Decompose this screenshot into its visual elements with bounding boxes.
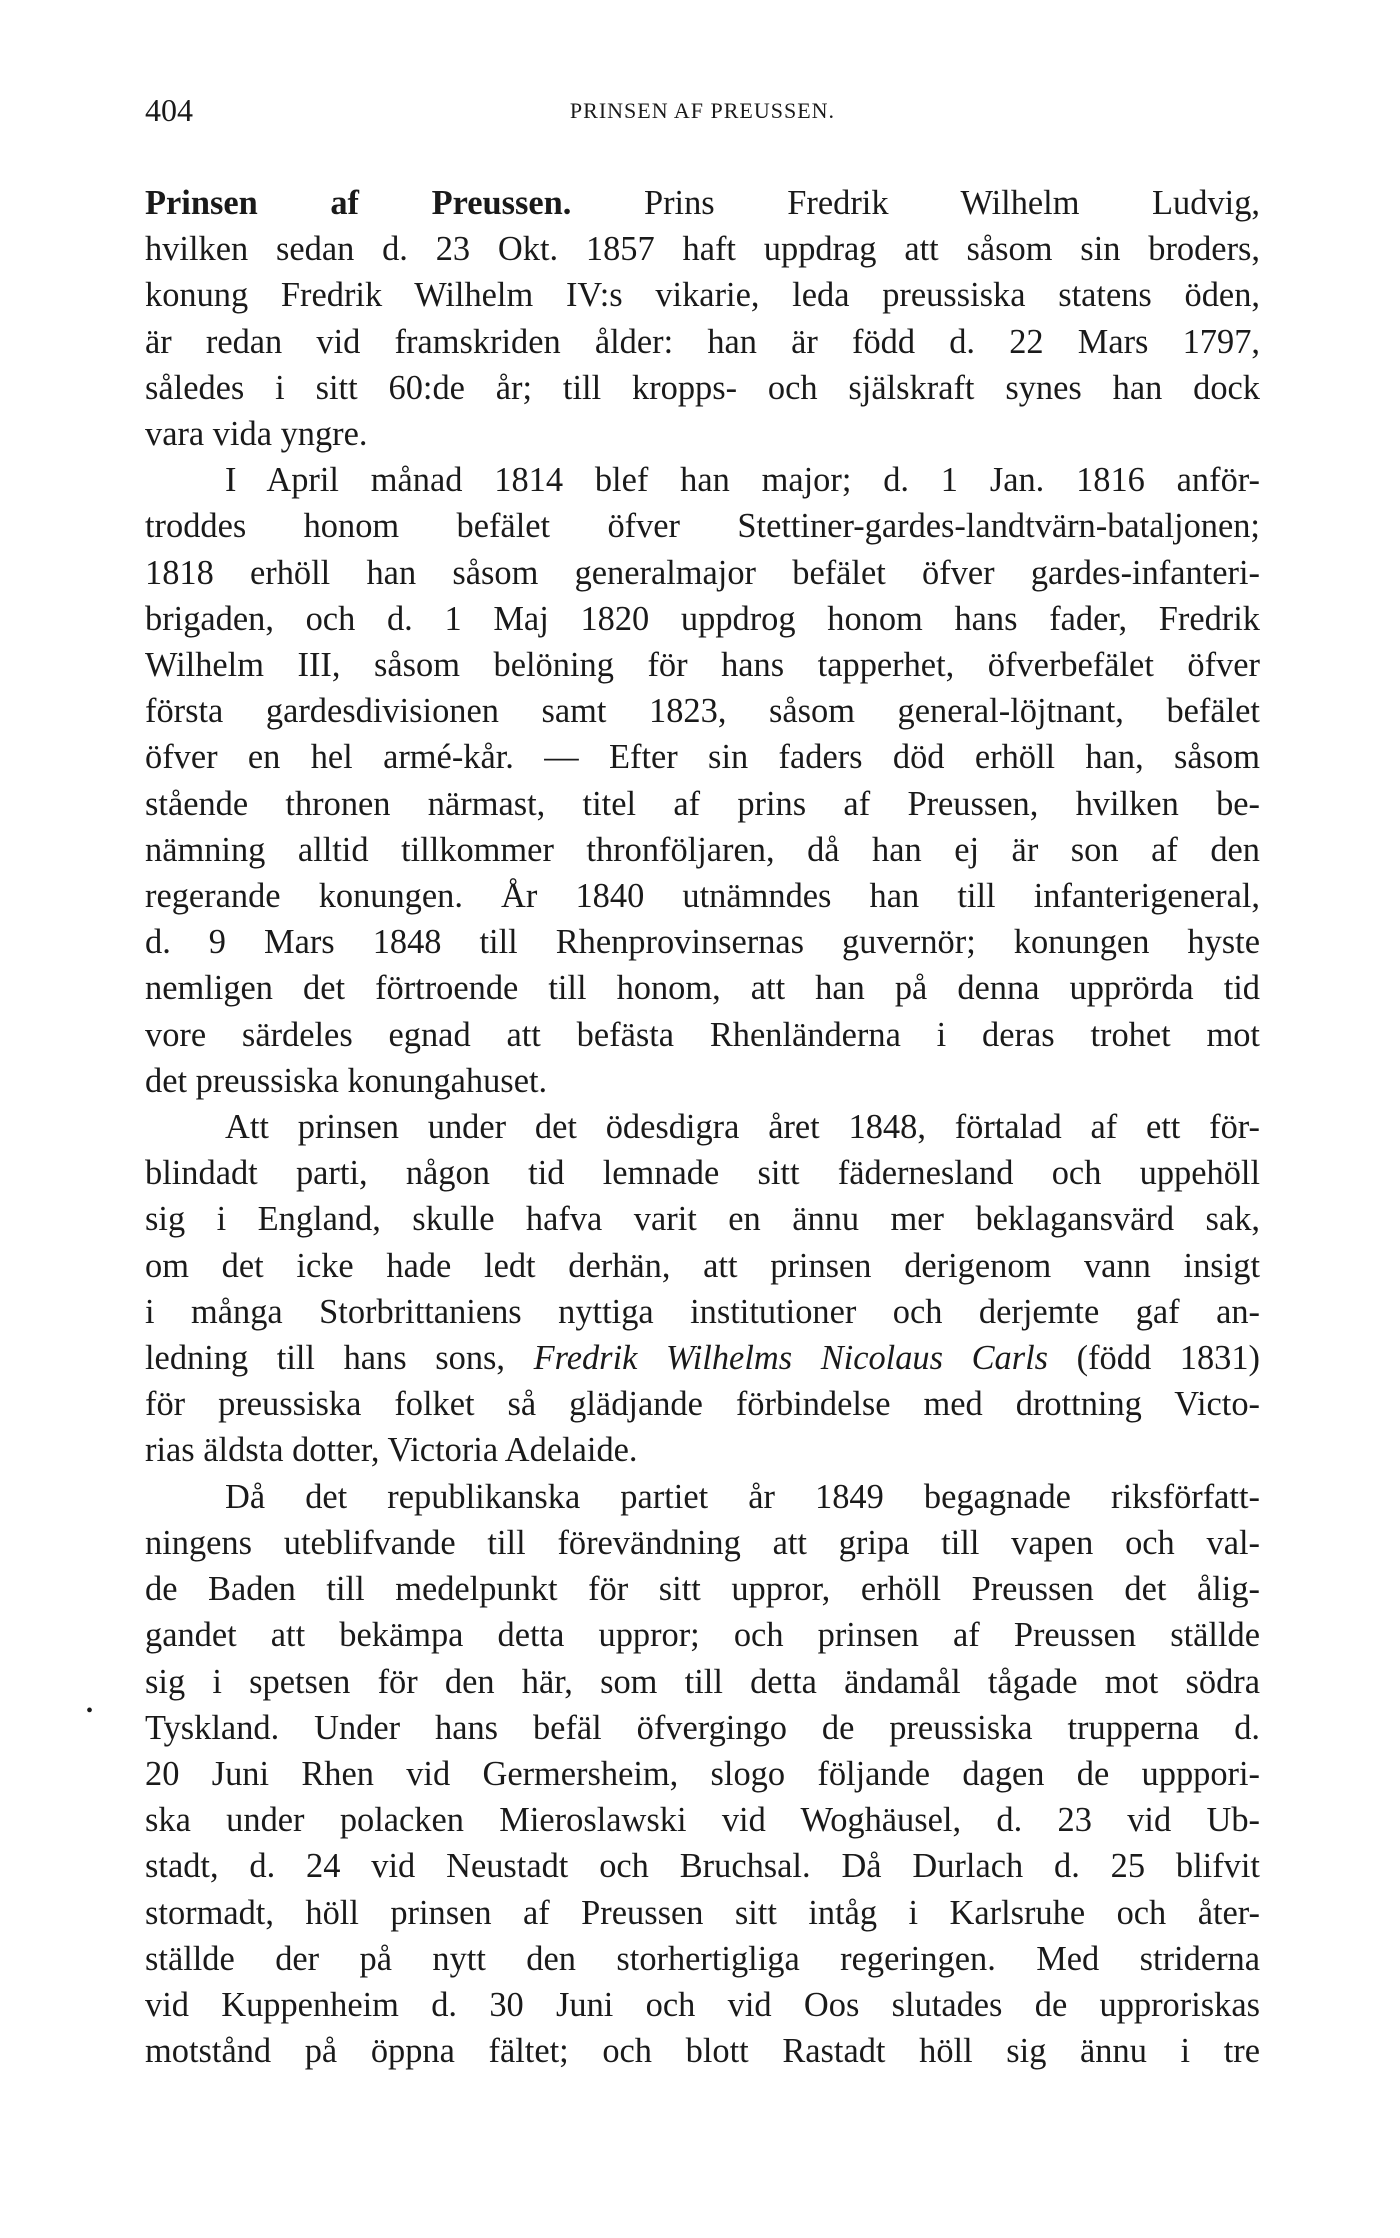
text-line: Då det republikanska partiet år 1849 begagnade riksförfatt- xyxy=(225,1477,1260,1516)
text-line: gandet att bekämpa detta uppror; och prinsen af Preussen ställde xyxy=(145,1616,1260,1655)
text-line: 20 Juni Rhen vid Germersheim, slogo följande dagen de uppрori- xyxy=(145,1754,1260,1793)
text-line: motstånd på öppna fältet; och blott Rastadt höll sig ännu i tre xyxy=(145,2032,1260,2071)
text-line: sig i spetsen för den här, som till detta ändamål tågade mot södra xyxy=(145,1662,1260,1701)
running-head xyxy=(145,92,1260,132)
text-line: de Baden till medelpunkt för sitt uppror, erhöll Preussen det ålig- xyxy=(145,1570,1260,1609)
text-line: nämning alltid tillkommer thronföljaren, då han ej är son af den xyxy=(145,830,1260,869)
text-line: regerande konungen. År 1840 utnämndes han till infanterigeneral, xyxy=(145,877,1260,916)
text-line: är redan vid framskriden ålder: han är född d. 22 Mars 1797, xyxy=(145,322,1260,361)
paragraph xyxy=(145,457,1260,1104)
paragraph xyxy=(145,1104,1260,1474)
text-line: rias äldsta dotter, Victoria Adelaide. xyxy=(145,1431,638,1470)
text-line: blindadt parti, någon tid lemnade sitt fäderneslаnd och uppehöll xyxy=(145,1154,1260,1193)
body-text xyxy=(145,180,1260,2074)
text-line: sig i England, skulle hafva varit en ännu mer beklagansvärd sak, xyxy=(145,1200,1260,1239)
text-line: stormadt, höll prinsen af Preussen sitt intåg i Karlsruhe och åter- xyxy=(145,1893,1260,1932)
text-line: d. 9 Mars 1848 till Rhenprovinsernas guvernör; konungen hyste xyxy=(145,923,1260,962)
running-head-title: PRINSEN AF PREUSSEN. xyxy=(569,98,836,123)
text-line: Tyskland. Under hans befäl öfvergingo de preussiska trupperna d. xyxy=(145,1708,1260,1747)
text-line: Prinsen af Preussen. Prins Fredrik Wilhelm Ludvig, xyxy=(145,184,1260,222)
italic-name: Fredrik Wilhelms Nicolaus Carls xyxy=(533,1339,1049,1378)
text-line: nemligen det förtroende till honom, att han på denna upprörda tid xyxy=(145,969,1260,1008)
section-lead: Prinsen af Preussen. xyxy=(145,184,572,222)
paragraph xyxy=(145,180,1260,457)
text-line: det preussiska konungahuset. xyxy=(145,1061,548,1100)
text-line: stående thronen närmast, titel af prins af Preussen, hvilken be- xyxy=(145,784,1260,823)
text-line: ska under polacken Mieroslawski vid Woghäusel, d. 23 vid Ub- xyxy=(145,1801,1260,1840)
text-line: för preussiska folket så glädjande förbindelse med drottning Victo- xyxy=(145,1385,1260,1424)
text-line: om det icke hade ledt derhän, att prinsen derigenom vann insigt xyxy=(145,1246,1260,1285)
text-line: Wilhelm III, såsom belöning för hans tapperhet, öfverbefälet öfver xyxy=(145,646,1260,685)
text-line: ledning till hans sons, Fredrik Wilhelms Nicolaus Carls (född 1831) xyxy=(145,1339,1260,1378)
text-line: stadt, d. 24 vid Neustadt och Bruchsal. Då Durlach d. 25 blifvit xyxy=(145,1847,1260,1886)
text-line: hvilken sedan d. 23 Okt. 1857 haft uppdrag att såsom sin broders, xyxy=(145,230,1260,269)
text-line: öfver en hel armé-kår. — Efter sin faders död erhöll han, såsom xyxy=(145,738,1260,777)
marginal-mark: • xyxy=(86,1700,94,1722)
text-line: således i sitt 60:de år; till kropps- och själskraft synes han dock xyxy=(145,368,1260,407)
text-line: Att prinsen under det ödesdigra året 1848, förtalad af ett för- xyxy=(225,1108,1260,1147)
text-line: I April månad 1814 blef han major; d. 1 Jan. 1816 anför- xyxy=(225,461,1260,500)
text-line: ningens uteblifvande till förevändning att gripa till vapen och val- xyxy=(145,1523,1260,1562)
text-line: ställde der på nytt den storhertigliga regeringen. Med striderna xyxy=(145,1939,1260,1978)
text-line: vore särdeles egnad att befästa Rhenländerna i deras trohet mot xyxy=(145,1015,1260,1054)
text-line: första gardesdivisionen samt 1823, såsom general-löjtnant, befälet xyxy=(145,692,1260,731)
text-line: 1818 erhöll han såsom generalmajor befälet öfver gardes-infanteri- xyxy=(145,553,1260,592)
text-line: vara vida yngre. xyxy=(145,415,368,454)
text-line: konung Fredrik Wilhelm IV:s vikarie, leda preussiska statens öden, xyxy=(145,276,1260,315)
paragraph xyxy=(145,1474,1260,2075)
page-number: 404 xyxy=(145,92,193,128)
text-line: i många Storbrittaniens nyttiga institutioner och derjemte gaf an- xyxy=(145,1292,1260,1331)
text-line: troddes honom befälet öfver Stettiner-gardes-landtvärn-bataljonen; xyxy=(145,507,1260,546)
text-line: vid Kuppenheim d. 30 Juni och vid Oos slutades de upproriskas xyxy=(145,1985,1260,2024)
page xyxy=(145,92,1260,2074)
text-line: brigaden, och d. 1 Maj 1820 uppdrog honom hans fader, Fredrik xyxy=(145,599,1260,638)
